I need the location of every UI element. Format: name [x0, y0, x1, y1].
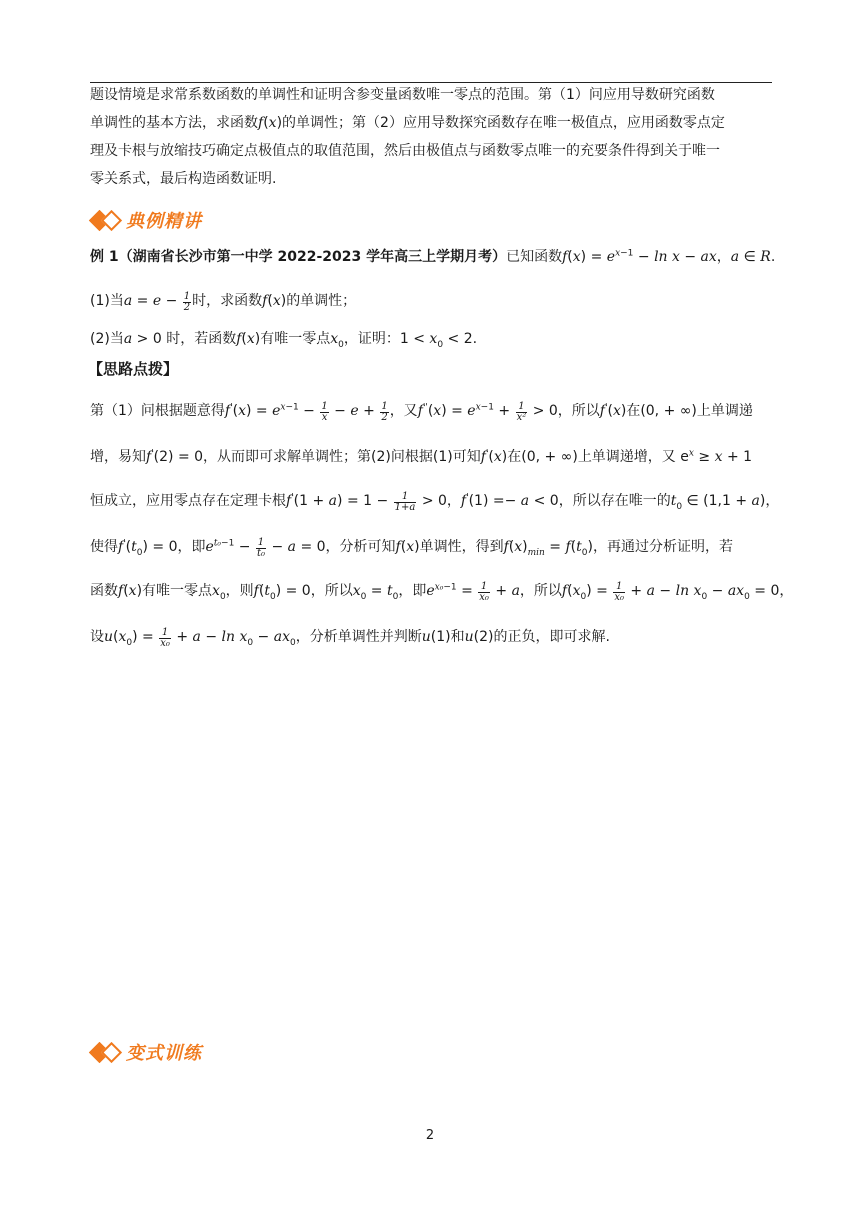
hint-line-4: 使得$f'(t_0) = 0$，即$e^{t_0-1}$ − $\frac{1}{\text{t₀}}$ − a = 0，分析可知f(x)单调性，得到$f(x)_{min} = f(t_0)$，再通过分析证明，若: [90, 536, 733, 559]
diamond-icon: [90, 1042, 122, 1062]
hint-title: 【思路点拨】: [88, 360, 179, 378]
page-number: 2: [425, 1128, 435, 1143]
example-part-2: (2)当a > 0 时，若函数f(x)有唯一零点$x_0$，证明：$1 < x_0 < 2$.: [90, 331, 478, 350]
intro-line-4: 零关系式，最后构造函数证明.: [90, 171, 277, 187]
hint-line-1: 第（1）问根据题意得$f'(x) = e^{x-1}$ − $\frac{1}{x}$ − e + $\frac{1}{2}$ ，又$f''(x) = e^{x-1}$ + $\frac{1}{\text{x²}}$ > 0，所以f'(x)在(0, + ∞)上单调递: [90, 400, 753, 423]
hint-line-3: 恒成立，应用零点存在定理卡根f'(1 + a) = 1 − $\frac{1}{1+a}$ > 0，f'(1) =− a < 0，所以存在唯一的$t_0$ ∈ (1,1 + a)，: [90, 490, 780, 513]
example-stem: 例 1（湖南省长沙市第一中学 2022-2023 学年高三上学期月考）已知函数$f(x) = e^{x-1} - \ln x$ − ax，a ∈ R.: [90, 248, 776, 265]
example-part-1: (1)当a = e − $\frac{1}{2}$ 时，求函数f(x)的单调性；: [90, 290, 357, 313]
hint-line-2: 增，易知f'(2) = 0，从而即可求解单调性；第(2)问根据(1)可知f'(x)在(0, + ∞)上单调递增，又 $e^x \ge x + 1$: [90, 448, 753, 465]
intro-line-1: 题设情境是求常系数函数的单调性和证明含参变量函数唯一零点的范围。第（1）问应用导数研究函数: [90, 87, 715, 103]
intro-line-2: 单调性的基本方法，求函数f(x)的单调性；第（2）应用导数探究函数存在唯一极值点，应用函数零点定: [90, 115, 725, 131]
section-title: 变式训练: [126, 1043, 202, 1064]
section-header-example: [90, 208, 202, 232]
header-rule: [90, 82, 772, 83]
diamond-icon: [90, 210, 122, 230]
hint-line-6: 设$u(x_0)$ = $\frac{1}{\text{x₀}}$ + $a - \ln x_0 - ax_0$，分析单调性并判断u(1)和u(2)的正负，即可求解.: [90, 626, 610, 649]
hint-line-5: 函数f(x)有唯一零点$x_0$，则$f(t_0) = 0$，所以$x_0 = t_0$，即$e^{x_0-1}$ = $\frac{1}{\text{x₀}}$ + a，所以$f(x_0)$ = $\frac{1}{\text{x₀}}$ + $a - \ln x_0 - ax_0 = 0$，: [90, 580, 794, 603]
intro-line-3: 理及卡根与放缩技巧确定点极值点的取值范围，然后由极值点与函数零点唯一的充要条件得到关于唯一: [90, 143, 720, 159]
section-title: 典例精讲: [126, 211, 202, 232]
section-header-variant: [90, 1040, 202, 1064]
